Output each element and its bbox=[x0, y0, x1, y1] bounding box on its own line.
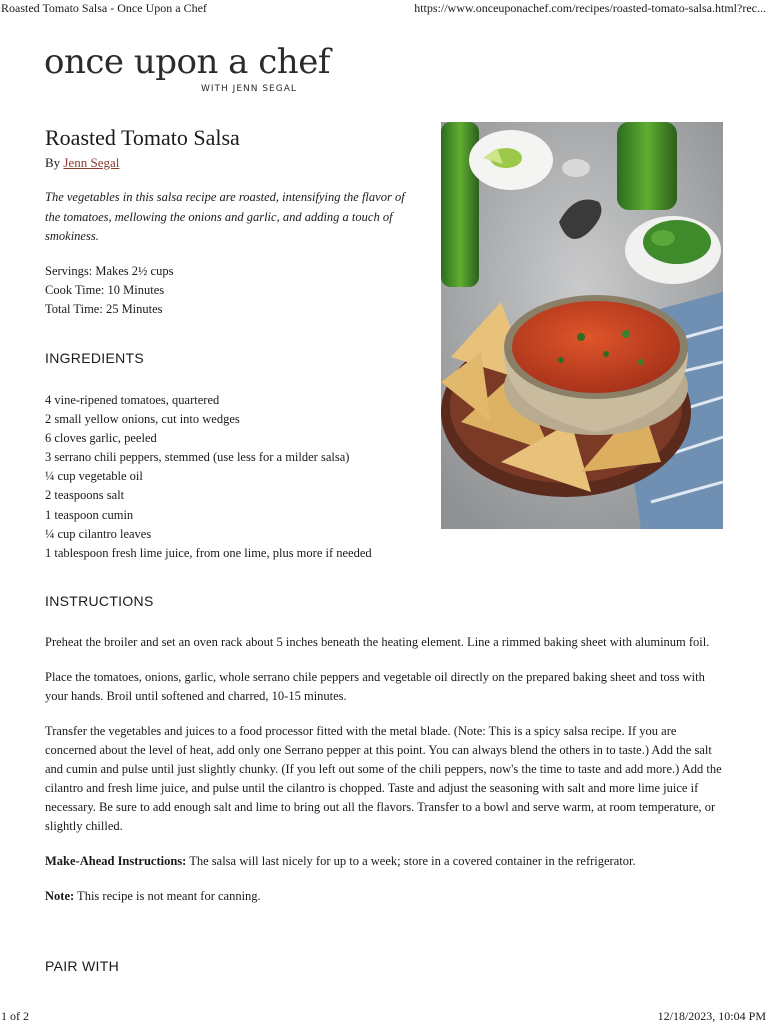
list-item: 1 tablespoon fresh lime juice, from one lime, plus more if needed bbox=[45, 545, 372, 560]
note-label: Note: bbox=[45, 889, 75, 903]
make-ahead-label: Make-Ahead Instructions: bbox=[45, 854, 187, 868]
print-footer bbox=[0, 1008, 768, 1024]
ingredients-list bbox=[45, 391, 372, 563]
recipe-summary: The vegetables in this salsa recipe are roasted, intensifying the flavor of the tomatoes, mellowing the onions and garlic, and adding a touch of smokiness. bbox=[45, 190, 405, 243]
instruction-step: Preheat the broiler and set an oven rack about 5 inches beneath the heating element. Line a rimmed baking sheet with aluminum foil. bbox=[45, 635, 710, 649]
cook-time: Cook Time: 10 Minutes bbox=[45, 283, 165, 297]
by-label: By bbox=[45, 155, 61, 170]
total-time: Total Time: 25 Minutes bbox=[45, 302, 163, 316]
recipe-meta bbox=[45, 262, 173, 319]
print-page-title: Roasted Tomato Salsa - Once Upon a Chef bbox=[1, 1, 207, 15]
salsa-photo-illustration bbox=[441, 122, 723, 529]
pair-with-heading: PAIR WITH bbox=[45, 958, 119, 974]
byline bbox=[45, 154, 119, 172]
list-item: ¼ cup cilantro leaves bbox=[45, 526, 152, 541]
instruction-step: Place the tomatoes, onions, garlic, whole serrano chile peppers and vegetable oil directly on the prepared baking sheet and toss with your hands. Broil until softened and charred, 10-15 minutes. bbox=[45, 670, 705, 703]
list-item: 4 vine-ripened tomatoes, quartered bbox=[45, 393, 220, 407]
list-item: 2 teaspoons salt bbox=[45, 488, 125, 503]
instructions-heading: INSTRUCTIONS bbox=[45, 593, 154, 609]
list-item: 2 small yellow onions, cut into wedges bbox=[45, 412, 240, 427]
servings: Servings: Makes 2½ cups bbox=[45, 264, 174, 278]
page-number: 1 of 2 bbox=[1, 1009, 29, 1023]
print-datetime: 12/18/2023, 10:04 PM bbox=[657, 1009, 766, 1023]
list-item: 6 cloves garlic, peeled bbox=[45, 431, 157, 446]
logo-wordmark: once upon a chef bbox=[44, 42, 330, 82]
print-header bbox=[0, 0, 768, 16]
recipe-photo bbox=[441, 122, 723, 529]
make-ahead-text: The salsa will last nicely for up to a week; store in a covered container in the refrigerator. bbox=[186, 854, 636, 868]
list-item: ¼ cup vegetable oil bbox=[45, 469, 143, 484]
site-logo[interactable] bbox=[44, 42, 344, 94]
instruction-step: Transfer the vegetables and juices to a food processor fitted with the metal blade. (Note: This is a spicy salsa recipe. If you are concerned about the level of heat, add only one Serrano pepper at this point. You can always blend the others in to taste.) Add the salt and cumin and pulse until just slightly chunky. (If you left out some of the chili peppers, now's the time to taste and add more.) Add the cilantro and fresh lime juice, and pulse until the cilantro is chopped. Taste and adjust the seasoning with salt and more lime juice if necessary. Be sure to add enough salt and lime to bring out all the flavors. Transfer to a bowl and serve warm, at room temperature, or slightly chilled. bbox=[45, 724, 722, 833]
canning-note bbox=[45, 887, 727, 906]
logo-tagline: WITH JENN SEGAL bbox=[201, 84, 297, 93]
ingredients-heading: INGREDIENTS bbox=[45, 350, 144, 366]
instructions-body bbox=[45, 633, 727, 922]
make-ahead-note bbox=[45, 852, 727, 871]
list-item: 1 teaspoon cumin bbox=[45, 507, 134, 522]
recipe-title: Roasted Tomato Salsa bbox=[45, 125, 240, 150]
list-item: 3 serrano chili peppers, stemmed (use less for a milder salsa) bbox=[45, 450, 350, 465]
note-text: This recipe is not meant for canning. bbox=[74, 889, 261, 903]
author-link[interactable]: Jenn Segal bbox=[63, 155, 120, 170]
print-url: https://www.onceuponachef.com/recipes/roasted-tomato-salsa.html?rec... bbox=[414, 1, 766, 15]
